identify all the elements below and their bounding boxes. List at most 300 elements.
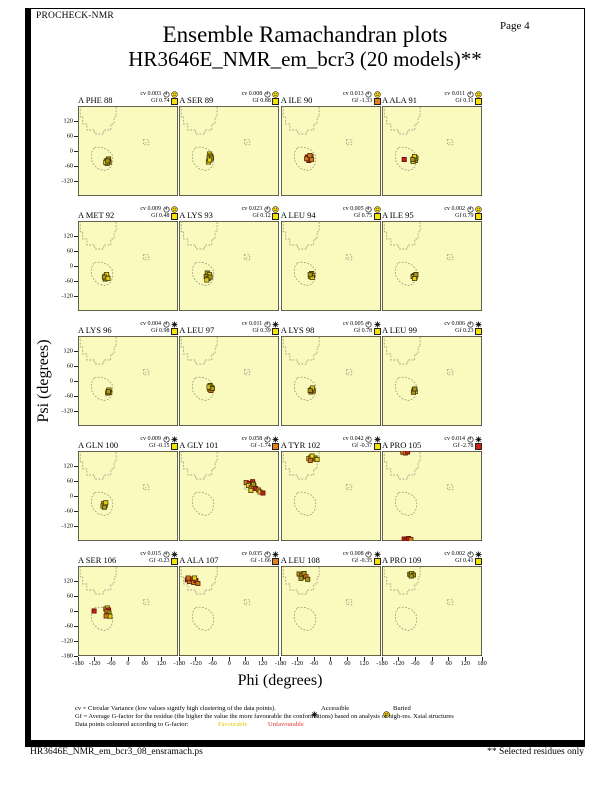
panel-header — [281, 429, 381, 451]
gf-status-square — [475, 443, 482, 450]
panel-header — [382, 199, 482, 221]
cv-clock-icon — [365, 321, 372, 328]
ramachandran-panel — [179, 84, 279, 196]
panel-header — [382, 544, 482, 566]
plot-area — [382, 566, 482, 661]
accessible-icon — [171, 436, 178, 443]
plot-svg — [382, 221, 482, 311]
axis-tick-mark — [74, 481, 78, 482]
gf-value: Gf -0.37 — [351, 443, 373, 449]
axis-tick-label: 120 — [63, 232, 73, 240]
accessible-icon — [374, 436, 381, 443]
accessible-icon — [272, 321, 279, 328]
residue-label: A ALA 91 — [382, 95, 417, 105]
ramachandran-panel — [281, 314, 381, 426]
panel-header — [281, 84, 381, 106]
gf-status-square — [475, 328, 482, 335]
cv-clock-icon — [365, 91, 372, 98]
axis-tick-label: -60 — [309, 660, 319, 667]
buried-icon — [475, 206, 482, 213]
gf-status-square — [171, 213, 178, 220]
cv-clock-icon — [264, 321, 271, 328]
gf-value: Gf 0.11 — [455, 98, 474, 104]
plot-svg — [382, 566, 482, 656]
axis-tick-label: 60 — [242, 660, 250, 667]
residue-label: A LEU 108 — [280, 555, 320, 565]
data-point — [307, 153, 311, 157]
axis-tick-label: 0 — [69, 147, 73, 155]
cv-gf-block — [242, 436, 280, 451]
ramachandran-panel — [382, 314, 482, 426]
ramachandran-panel — [78, 84, 178, 196]
cv-value: cv 0.011 — [241, 321, 263, 327]
data-point — [106, 159, 110, 163]
gf-status-square — [475, 213, 482, 220]
plot-area — [78, 566, 178, 661]
panel-header — [78, 544, 178, 566]
cv-clock-icon — [467, 436, 474, 443]
plot-svg — [78, 106, 178, 196]
axis-tick-label: 60 — [66, 132, 73, 140]
panel-header — [179, 199, 279, 221]
data-point — [402, 157, 406, 161]
cv-gf-block — [140, 436, 178, 451]
data-point — [186, 576, 190, 580]
gf-value: Gf 0.39 — [252, 328, 271, 334]
panel-header — [179, 84, 279, 106]
plot-svg — [179, 106, 279, 196]
ramachandran-panel — [78, 544, 178, 656]
data-point — [210, 386, 214, 390]
gf-value: Gf 0.23 — [455, 328, 474, 334]
residue-label: A ALA 107 — [179, 555, 219, 565]
axis-tick-label: 120 — [63, 577, 73, 585]
cv-value: cv 0.023 — [241, 206, 263, 212]
app-name: PROCHECK-NMR — [36, 11, 114, 21]
cv-value: cv 0.042 — [343, 436, 364, 442]
gf-value: Gf -0.23 — [149, 558, 170, 564]
axis-tick-label: -180 — [376, 660, 388, 667]
axis-tick-label: 120 — [359, 660, 369, 667]
gf-value: Gf 0.98 — [151, 328, 170, 334]
cv-clock-icon — [163, 206, 170, 213]
axis-tick-label: -120 — [88, 660, 101, 667]
plot-area — [281, 566, 381, 661]
ramachandran-panel — [78, 429, 178, 541]
axis-tick-label: 0 — [69, 262, 73, 270]
panel-header — [179, 314, 279, 336]
gf-value: Gf 0.88 — [252, 98, 271, 104]
axis-tick-mark — [74, 366, 78, 367]
ramachandran-panel — [281, 544, 381, 656]
gf-status-square — [171, 443, 178, 450]
axis-tick-mark — [74, 251, 78, 252]
data-point — [104, 614, 108, 618]
accessible-icon — [171, 321, 178, 328]
cv-value: cv 0.005 — [343, 206, 364, 212]
cv-value: cv 0.003 — [140, 91, 161, 97]
axis-tick-mark — [74, 121, 78, 122]
cv-clock-icon — [365, 206, 372, 213]
cv-gf-block — [444, 321, 482, 336]
cv-value: cv 0.005 — [343, 321, 364, 327]
data-point — [196, 581, 200, 585]
page-number: Page 4 — [500, 20, 530, 32]
axis-tick-label: 60 — [66, 247, 73, 255]
axis-tick-mark — [74, 626, 78, 627]
plot-svg — [281, 221, 381, 311]
ramachandran-panel — [78, 199, 178, 311]
cv-value: cv 0.009 — [140, 206, 161, 212]
cv-gf-block — [242, 321, 279, 336]
plot-area — [281, 451, 381, 546]
axis-tick-mark — [74, 136, 78, 137]
residue-label: A PHE 88 — [78, 95, 113, 105]
axis-tick-label: -120 — [291, 660, 304, 667]
panel-header — [382, 84, 482, 106]
axis-tick-mark — [74, 511, 78, 512]
data-point — [299, 576, 303, 580]
plot-svg — [281, 566, 381, 656]
ramachandran-panel — [281, 199, 381, 311]
gf-status-square — [374, 443, 381, 450]
data-point — [409, 537, 413, 541]
data-point — [308, 388, 312, 392]
gf-status-square — [475, 98, 482, 105]
axis-tick-label: -60 — [64, 277, 73, 285]
cv-clock-icon — [264, 436, 271, 443]
data-point — [252, 482, 256, 486]
cv-clock-icon — [264, 206, 271, 213]
axis-tick-mark — [74, 236, 78, 237]
accessible-icon — [374, 551, 381, 558]
cv-gf-block — [343, 436, 381, 451]
residue-label: A LYS 98 — [280, 325, 315, 335]
plot-svg — [281, 106, 381, 196]
gf-value: Gf -1.66 — [250, 558, 271, 564]
plot-area — [281, 221, 381, 316]
buried-icon — [374, 206, 381, 213]
cv-gf-block — [140, 206, 178, 221]
plot-area — [179, 451, 279, 546]
data-point — [205, 278, 209, 282]
gf-value: Gf -2.78 — [453, 443, 474, 449]
residue-label: A MET 92 — [78, 210, 115, 220]
plot-svg — [382, 336, 482, 426]
data-point — [104, 501, 108, 505]
axis-tick-label: -180 — [61, 652, 73, 660]
data-point — [309, 157, 313, 161]
plot-svg — [179, 566, 279, 656]
ramachandran-panel — [179, 199, 279, 311]
axis-tick-label: -180 — [72, 660, 84, 667]
axis-tick-label: 60 — [66, 592, 73, 600]
gf-status-square — [272, 213, 279, 220]
axis-tick-label: -120 — [61, 522, 73, 530]
data-point — [409, 574, 413, 578]
axis-tick-mark — [74, 266, 78, 267]
axis-tick-label: -60 — [107, 660, 116, 667]
legend-line-cv: cv = Circular Variance (low values signify high clustering of the data points). — [75, 705, 276, 712]
gf-value: Gf 0.79 — [455, 213, 474, 219]
data-point — [92, 609, 96, 613]
cv-clock-icon — [264, 91, 271, 98]
plot-svg — [78, 566, 178, 656]
ramachandran-panel — [281, 84, 381, 196]
cv-gf-block — [445, 91, 482, 106]
axis-tick-label: 120 — [63, 347, 73, 355]
cv-value: cv 0.006 — [444, 321, 465, 327]
accessible-icon — [272, 551, 279, 558]
axis-tick-mark — [74, 381, 78, 382]
data-point — [406, 451, 410, 454]
axis-tick-mark — [74, 411, 78, 412]
accessible-icon — [171, 551, 178, 558]
gf-status-square — [171, 558, 178, 565]
axis-tick-mark — [74, 596, 78, 597]
panel-header — [78, 84, 178, 106]
ramachandran-panel — [382, 199, 482, 311]
plot-area — [179, 566, 279, 661]
panel-header — [179, 429, 279, 451]
residue-label: A TYR 102 — [280, 440, 321, 450]
data-point — [106, 276, 110, 280]
plot-area — [382, 451, 482, 546]
axis-tick-mark — [74, 281, 78, 282]
plot-area — [281, 336, 381, 431]
residue-label: A PRO 109 — [382, 555, 422, 565]
cv-clock-icon — [365, 436, 372, 443]
axis-tick-label: 0 — [126, 660, 130, 667]
plot-svg — [179, 451, 279, 541]
legend-accessible-label: Accessible — [321, 705, 350, 712]
data-point — [193, 576, 197, 580]
gf-status-square — [374, 328, 381, 335]
cv-gf-block — [343, 91, 381, 106]
axis-tick-label: 60 — [445, 660, 452, 667]
accessible-icon — [475, 321, 482, 328]
plot-area — [78, 336, 178, 431]
residue-label: A ILE 95 — [382, 210, 414, 220]
residue-label: A LYS 96 — [78, 325, 112, 335]
axis-tick-mark — [74, 466, 78, 467]
cv-gf-block — [343, 206, 381, 221]
cv-clock-icon — [163, 551, 170, 558]
panel-header — [382, 429, 482, 451]
axis-tick-mark — [74, 526, 78, 527]
axis-tick-mark — [74, 296, 78, 297]
axis-tick-label: 60 — [141, 660, 148, 667]
plot-svg — [78, 336, 178, 426]
cv-gf-block — [444, 436, 482, 451]
plot-area — [78, 221, 178, 316]
data-point — [310, 454, 314, 458]
cv-clock-icon — [467, 91, 474, 98]
accessible-icon — [311, 705, 318, 712]
data-point — [261, 491, 265, 495]
gf-value: Gf 0.75 — [353, 213, 373, 219]
axis-tick-label: 120 — [156, 660, 167, 667]
plot-area — [382, 106, 482, 201]
buried-icon — [171, 206, 178, 213]
gf-value: Gf -0.35 — [351, 558, 373, 564]
data-point — [412, 276, 416, 280]
panel-header — [78, 429, 178, 451]
residue-label: A GLN 100 — [78, 440, 119, 450]
axis-tick-label: 0 — [69, 607, 73, 615]
residue-label: A SER 89 — [179, 95, 214, 105]
gf-value: Gf 0.12 — [252, 213, 271, 219]
cv-clock-icon — [467, 551, 474, 558]
gf-value: Gf 0.41 — [455, 558, 474, 564]
y-axis-label: Psi (degrees) — [35, 339, 52, 423]
axis-tick-mark — [74, 496, 78, 497]
data-point — [305, 577, 309, 581]
axis-tick-label: 120 — [257, 660, 268, 667]
axis-tick-label: -120 — [61, 637, 73, 645]
gf-status-square — [374, 558, 381, 565]
axis-tick-label: 180 — [477, 660, 487, 667]
residue-label: A LEU 99 — [382, 325, 417, 335]
axis-tick-mark — [74, 641, 78, 642]
gf-value: Gf -1.74 — [250, 443, 271, 449]
cv-gf-block — [242, 206, 280, 221]
axis-tick-label: -180 — [274, 660, 287, 667]
data-point — [249, 488, 253, 492]
accessible-icon — [475, 551, 482, 558]
axis-tick-label: -120 — [61, 177, 73, 185]
gf-status-square — [272, 558, 279, 565]
cv-gf-block — [242, 91, 280, 106]
plot-area — [179, 336, 279, 431]
axis-tick-label: 120 — [63, 462, 73, 470]
ramachandran-panel — [179, 314, 279, 426]
cv-gf-block — [343, 551, 381, 566]
axis-tick-label: 60 — [66, 477, 73, 485]
cv-clock-icon — [264, 551, 271, 558]
plot-area — [179, 221, 279, 316]
panel-header — [78, 199, 178, 221]
plot-svg — [281, 451, 381, 541]
buried-icon — [475, 91, 482, 98]
ramachandran-panel — [179, 544, 279, 656]
axis-tick-label: 0 — [69, 377, 73, 385]
buried-icon — [272, 91, 279, 98]
footer-note: ** Selected residues only — [487, 747, 584, 757]
cv-value: cv 0.002 — [444, 551, 465, 557]
residue-label: A LEU 97 — [179, 325, 215, 335]
axis-tick-label: 0 — [329, 660, 333, 667]
gf-status-square — [272, 328, 279, 335]
data-point — [106, 390, 110, 394]
gf-status-square — [272, 443, 279, 450]
residue-label: A SER 106 — [78, 555, 117, 565]
legend-favourable-label: Favourable — [218, 721, 248, 728]
cv-clock-icon — [163, 436, 170, 443]
buried-icon — [171, 91, 178, 98]
data-point — [308, 458, 312, 462]
ramachandran-panel — [382, 544, 482, 656]
plot-area — [78, 451, 178, 546]
ramachandran-panel — [78, 314, 178, 426]
axis-tick-label: -120 — [61, 292, 73, 300]
buried-icon — [374, 91, 381, 98]
accessible-icon — [475, 436, 482, 443]
cv-clock-icon — [163, 91, 170, 98]
legend-unfavourable-label: Unfavourable — [268, 721, 304, 728]
axis-tick-label: 0 — [430, 660, 434, 667]
cv-gf-block — [444, 551, 482, 566]
axis-tick-mark — [74, 611, 78, 612]
cv-gf-block — [140, 551, 178, 566]
residue-label: A PRO 105 — [382, 440, 422, 450]
axis-tick-mark — [74, 181, 78, 182]
legend-buried-label: Buried — [393, 705, 411, 712]
gf-status-square — [272, 98, 279, 105]
axis-tick-label: 0 — [69, 492, 73, 500]
axis-tick-label: 60 — [344, 660, 351, 667]
cv-value: cv 0.058 — [241, 436, 263, 442]
cv-value: cv 0.014 — [444, 436, 465, 442]
page-title: Ensemble Ramachandran plots — [162, 22, 448, 47]
ramachandran-panel — [382, 429, 482, 541]
legend-line-colour: Data points coloured according to G-factor: — [75, 721, 189, 728]
gf-value: Gf 0.78 — [353, 328, 373, 334]
panel-header — [179, 544, 279, 566]
axis-tick-label: -60 — [64, 162, 73, 170]
axis-tick-mark — [74, 396, 78, 397]
axis-tick-label: -120 — [190, 660, 202, 667]
data-point — [102, 505, 106, 509]
cv-value: cv 0.035 — [241, 551, 263, 557]
axis-tick-label: -120 — [392, 660, 405, 667]
buried-icon — [272, 206, 279, 213]
cv-value: cv 0.015 — [140, 551, 161, 557]
axis-tick-label: 120 — [63, 117, 73, 125]
panel-header — [281, 314, 381, 336]
cv-value: cv 0.004 — [140, 321, 161, 327]
cv-gf-block — [343, 321, 381, 336]
data-point — [308, 273, 312, 277]
plot-svg — [78, 221, 178, 311]
axis-tick-label: -60 — [208, 660, 217, 667]
cv-value: cv 0.002 — [444, 206, 465, 212]
plot-area — [382, 221, 482, 316]
ramachandran-panel — [281, 429, 381, 541]
footer-filename: HR3646E_NMR_em_bcr3_08_ensramach.ps — [30, 747, 203, 757]
gf-status-square — [475, 558, 482, 565]
cv-value: cv 0.008 — [343, 551, 364, 557]
axis-tick-label: 0 — [227, 660, 231, 667]
x-axis-label: Phi (degrees) — [237, 672, 323, 689]
ramachandran-panel — [179, 429, 279, 541]
buried-icon — [383, 705, 390, 712]
cv-value: cv 0.011 — [444, 91, 465, 97]
axis-tick-label: 120 — [460, 660, 471, 667]
plot-area — [382, 336, 482, 431]
axis-tick-mark — [74, 351, 78, 352]
plot-svg — [179, 221, 279, 311]
plot-svg — [382, 451, 482, 541]
axis-tick-label: 60 — [66, 362, 73, 370]
axis-tick-mark — [74, 166, 78, 167]
data-point — [315, 457, 319, 461]
accessible-icon — [272, 436, 279, 443]
cv-clock-icon — [467, 206, 474, 213]
cv-clock-icon — [365, 551, 372, 558]
cv-value: cv 0.009 — [140, 436, 161, 442]
data-point — [413, 387, 417, 391]
